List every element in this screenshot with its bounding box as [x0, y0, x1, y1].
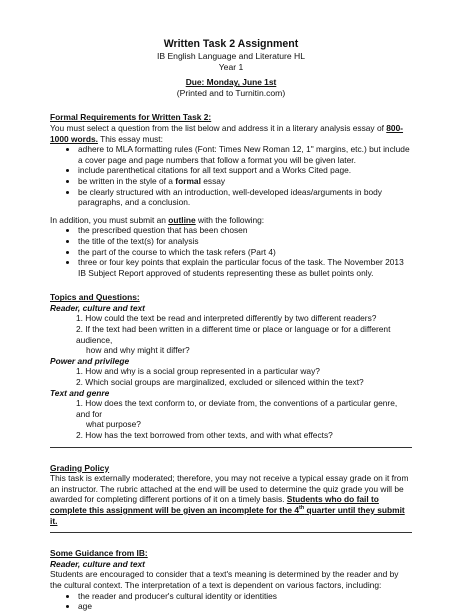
document-title: Written Task 2 Assignment [163, 38, 299, 50]
question-item: 2. If the text had been written in a different time or place or language or for a different audience, [76, 324, 391, 345]
due-date: Due: Monday, June 1st [185, 77, 277, 88]
list-item: • be written in the style of a formal essay [78, 176, 412, 187]
genre-questions [50, 398, 412, 440]
guidance-heading: Some Guidance from IB: [50, 548, 148, 559]
question-item: 1. How and why is a social group represented in a particular way? [76, 366, 320, 377]
question-item: 2. Which social groups are marginalized, excluded or silenced within the text? [76, 377, 364, 388]
question-item: 1. How could the text be read and interpreted differently by two different readers? [76, 313, 377, 324]
guidance-section [50, 548, 412, 612]
due-note: (Printed and to Turnitin.com) [176, 87, 286, 98]
course-name: IB English Language and Literature HL [156, 51, 306, 61]
list-item: • age [78, 601, 412, 612]
incomplete-warning: Students who do fail to complete this assignment will be given an incomplete for the 4th quarter until they submit it. [50, 494, 405, 526]
topics-heading: Topics and Questions: [50, 292, 140, 303]
guidance-subheading: Reader, culture and text [50, 558, 145, 569]
formal-requirements-intro: You must select a question from the list below and address it in a literary analysis essay of 800-1000 words. This essay must: [50, 122, 404, 144]
outline-list [50, 225, 412, 278]
guidance-text: Students are encouraged to consider that a text's meaning is determined by the reader and by the cultural context. The interpretation of a text is dependent on various factors, including: [50, 569, 399, 590]
topics-section [50, 292, 412, 440]
question-item-cont: what purpose? [86, 419, 141, 430]
document-header [50, 38, 412, 98]
power-privilege-heading: Power and privilege [50, 355, 130, 366]
formal-requirements-heading: Formal Requirements for Written Task 2: [50, 112, 212, 123]
list-item: • the prescribed question that has been chosen [78, 225, 412, 236]
list-item: • be clearly structured with an introduction, well-developed ideas/arguments in body paragraphs, and a conclusion. [78, 187, 412, 208]
grading-section [50, 463, 412, 527]
divider [50, 532, 412, 533]
outline-intro: In addition, you must submit an outline with the following: [50, 214, 265, 225]
course-year: Year 1 [218, 61, 244, 72]
guidance-list [50, 591, 412, 612]
word-count: 800-1000 words. [50, 122, 404, 144]
list-item: • adhere to MLA formatting rules (Font: Times New Roman 12, 1" margins, etc.) but include a cover page and page numbers that follow a format you will be given later. [78, 144, 412, 165]
list-item: • include parenthetical citations for all text support and a Works Cited page. [78, 165, 412, 176]
grading-text: This task is externally moderated; therefore, you may not receive a typical essay grade on it from an instructor. The rubric attached at the end will be used to determine the quiz grade you will be awarded for completing different portions of it on a timely basis. Students who do fail to complete this assignment will be given an incomplete for the 4th quarter until they submit it. [50, 473, 409, 526]
power-questions [50, 366, 412, 387]
formal-requirements-section [50, 112, 412, 278]
list-item: • the part of the course to which the task refers (Part 4) [78, 247, 412, 258]
list-item: • three or four key points that explain the particular focus of the task. The November 2013 IB Subject Report approved of students representing these as bullet points only. [78, 257, 412, 278]
divider [50, 447, 412, 448]
question-item: 2. How has the text borrowed from other texts, and with what effects? [76, 430, 333, 440]
question-item: 1. How does the text conform to, or deviate from, the conventions of a particular genre, and for [76, 398, 398, 419]
reader-questions [50, 313, 412, 355]
outline-keyword: outline [168, 214, 196, 225]
text-genre-heading: Text and genre [50, 387, 110, 398]
list-item: • the title of the text(s) for analysis [78, 236, 412, 247]
requirements-list [50, 144, 412, 208]
question-item-cont: how and why might it differ? [86, 345, 190, 356]
grading-heading: Grading Policy [50, 462, 110, 473]
list-item: • the reader and producer's cultural identity or identities [78, 591, 412, 602]
reader-culture-heading: Reader, culture and text [50, 302, 145, 313]
